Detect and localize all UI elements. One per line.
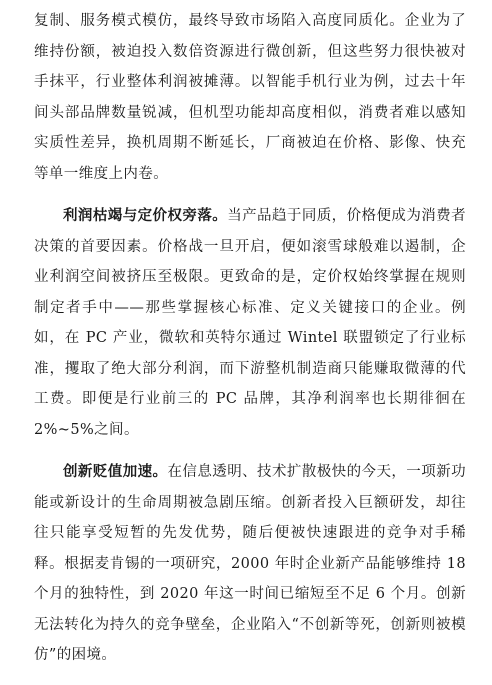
document-page [34,6,466,685]
paragraph-text: 当产品趋于同质，价格便成为消费者决策的首要因素。价格战一旦开启，便如滚雪球般难以遏制，企业利润空间被挤压至极限。更致命的是，定价权始终掌握在规则制定者手中——那些掌握核心标准、定义关键接口的企业。例如，在 PC 产业，微软和英特尔通过 Wintel 联盟锁定了行业标准，攫取了绝大部分利润，而下游整机制造商只能赚取微薄的代工费。即便是行业前三的 PC 品牌，其净利润率也长期徘徊在 2%~5%之间。 [34,208,466,438]
paragraph-heading: 创新贬值加速。 [63,464,168,480]
paragraph-text: 在信息透明、技术扩散极快的今天，一项新功能或新设计的生命周期被急剧压缩。创新者投入巨额研发，却往往只能享受短暂的先发优势，随后便被快速跟进的竞争对手稀释。根据麦肯锡的一项研究，2000 年时企业新产品能够维持 18 个月的独特性，到 2020 年这一时间已缩短至不足 6 个月。创新无法转化为持久的竞争壁垒，企业陷入“不创新等死，创新则被模仿”的困境。 [34,464,466,663]
paragraph-heading: 利润枯竭与定价权旁落。 [63,208,228,224]
paragraph-text: 复制、服务模式模仿，最终导致市场陷入高度同质化。企业为了维持份额，被迫投入数倍资源进行微创新，但这些努力很快被对手抹平，行业整体利润被摊薄。以智能手机行业为例，过去十年间头部品牌数量锐减，但机型功能却高度相似，消费者难以感知实质性差异，换机周期不断延长，厂商被迫在价格、影像、快充等单一维度上内卷。 [34,13,466,182]
paragraph-innovation-devaluation [34,457,466,671]
paragraph-homogenization [34,6,466,189]
paragraph-profit-pricing [34,201,466,445]
